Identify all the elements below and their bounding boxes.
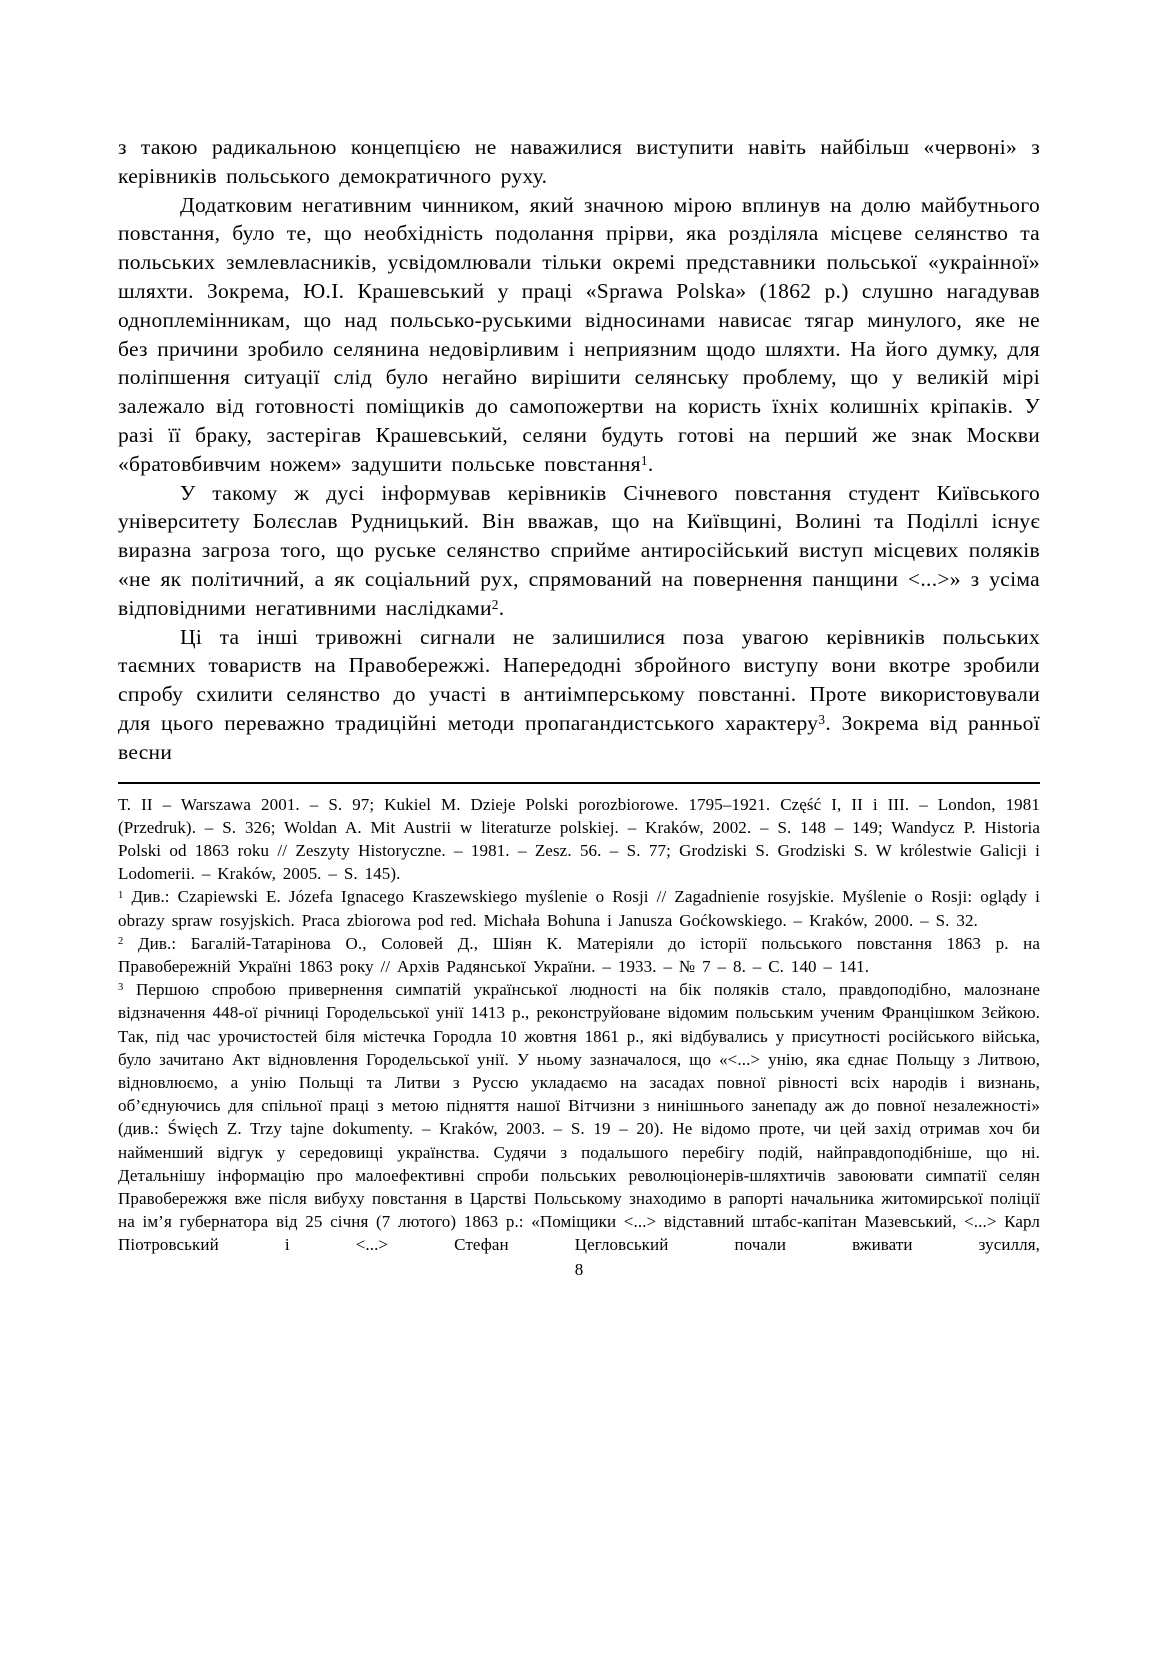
page-number: 8 xyxy=(574,1259,584,1279)
footnote: Т. II – Warszawa 2001. – S. 97; Kukiel M. Dzieje Polski porozbiorowe. 1795–1921. Część I, II i III. – London, 1981 (Przedruk). – S. 326; Woldan A. Mit Austrii w literaturze polskiej. – Kraków, 2002. – S. 148 – 149; Wandycz P. Historia Polski od 1863 roku // Zeszyty Historyczne. – 1981. – Zesz. 56. – S. 77; Grodziski S. Grodziski S. W królestwie Galicji i Lodomerii. – Kraków, 2005. – S. 145). xyxy=(118,794,1040,884)
footnote-marker: 3 xyxy=(118,982,124,994)
footnote-ref: 3 xyxy=(818,711,826,727)
footnote: $^3$ Першою спробою привернення симпатій української людності на бік поляків стало, правдоподібно, малознане відзначення 448-ої річниці Городельської унії 1413 р., реконструйоване відомим польським ученим Францішком Зєйкою. Так, під час урочистостей біля містечка Городла 10 жовтня 1861 р., які відбувались у присутності російського війська, було зачитано Акт відновлення Городельської унії. У ньому зазначалося, що «<...> унію, яка єднає Польщу з Литвою, відновлюємо, а унію Польщі та Литви з Руссю укладаємо на засадах повної рівності всіх народів і визнань, об’єднуючись для спільної праці з метою підняття нашої Вітчизни з нинішнього занепаду аж до повної незалежності» (див.: Święch Z. Trzy tajne dokumenty. – Kraków, 2003. – S. 19 – 20). Не відомо проте, чи цей захід отримав хоч би найменший відгук у середовищі українства. Судячи з подальшого перебігу подій, найправдоподібніше, що ні. Детальнішу інформацію про малоефективні спроби польських революціонерів-шляхтичів завоювати симпатії селян Правобережжя вже після вибуху повстання в Царстві Польському знаходимо в рапорті начальника житомирської поліції на ім’я губернатора від 25 січня (7 лютого) 1863 р.: «Поміщики <...> відставний штабс-капітан Мазевський, <...> Карл Піотровський і <...> Стефан Цегловський почали вживати зусилля, xyxy=(118,980,1040,1255)
paragraph: У такому ж дусі інформував керівників Січневого повстання студент Київського університету Болєслав Рудницький. Він вважав, що на Київщині, Волині та Поділлі існує виразна загроза того, що руське селянство сприйме антиросійський виступ місцевих поляків «не як політичний, а як соціальний рух, спрямований на повернення панщини <...>» з усіма відповідними негативними наслідками$^2$. xyxy=(118,480,1040,620)
footnote-separator xyxy=(118,782,1040,784)
footnote-marker: 1 xyxy=(118,889,124,901)
footnote-ref: 1 xyxy=(640,452,648,468)
paragraph: Ці та інші тривожні сигнали не залишилися поза увагою керівників польських таємних товариств на Правобережжі. Напередодні збройного виступу вони вкотре зробили спробу схилити селянство до участі в антиімперському повстанні. Проте використовували для цього переважно традиційні методи пропагандистського характеру$^3$. Зокрема від ранньої весни xyxy=(118,624,1040,764)
body-text xyxy=(118,133,1040,767)
footnote-list xyxy=(118,793,1040,1257)
paragraph: Додатковим негативним чинником, який значною мірою вплинув на долю майбутнього повстання, було те, що необхідність подолання прірви, яка розділяла місцеве селянство та польських землевласників, усвідомлювали тільки окремі представники польської «украінної» шляхти. Зокрема, Ю.І. Крашевський у праці «Sprawa Polska» (1862 р.) слушно нагадував одноплемінникам, що над польсько-руськими відносинами нависає тягар минулого, яке не без причини зробило селянина недовірливим і неприязним щодо шляхти. На його думку, для поліпшення ситуації слід було негайно вирішити селянську проблему, що у великій мірі залежало від готовності поміщиків до самопожертви на користь їхніх колишніх кріпаків. У разі її браку, застерігав Крашевський, селяни будуть готові на перший же знак Москви «братовбивчим ножем» задушити польське повстання$^1$. xyxy=(118,192,1040,476)
footnote: $^1$ Див.: Czapiewski E. Józefa Ignacego Kraszewskiego myślenie o Rosji // Zagadnienie rosyjskie. Myślenie o Rosji: oglądy i obrazy spraw rosyjskich. Praca zbiorowa pod red. Michała Bohuna i Janusza Goćkowskiego. – Kraków, 2000. – S. 32. xyxy=(118,887,1040,930)
footnote-ref: 2 xyxy=(491,596,499,612)
footnote: $^2$ Див.: Багалій-Татарінова О., Соловей Д., Шіян К. Матеріяли до історії польського повстання 1863 р. на Правобережній Україні 1863 року // Архів Радянської України. – 1933. – № 7 – 8. – С. 140 – 141. xyxy=(118,933,1040,976)
footnote-marker: 2 xyxy=(118,936,124,948)
paragraph: з такою радикальною концепцією не наважилися виступити навіть найбільш «червоні» з керівників польського демократичного руху. xyxy=(118,135,1040,188)
